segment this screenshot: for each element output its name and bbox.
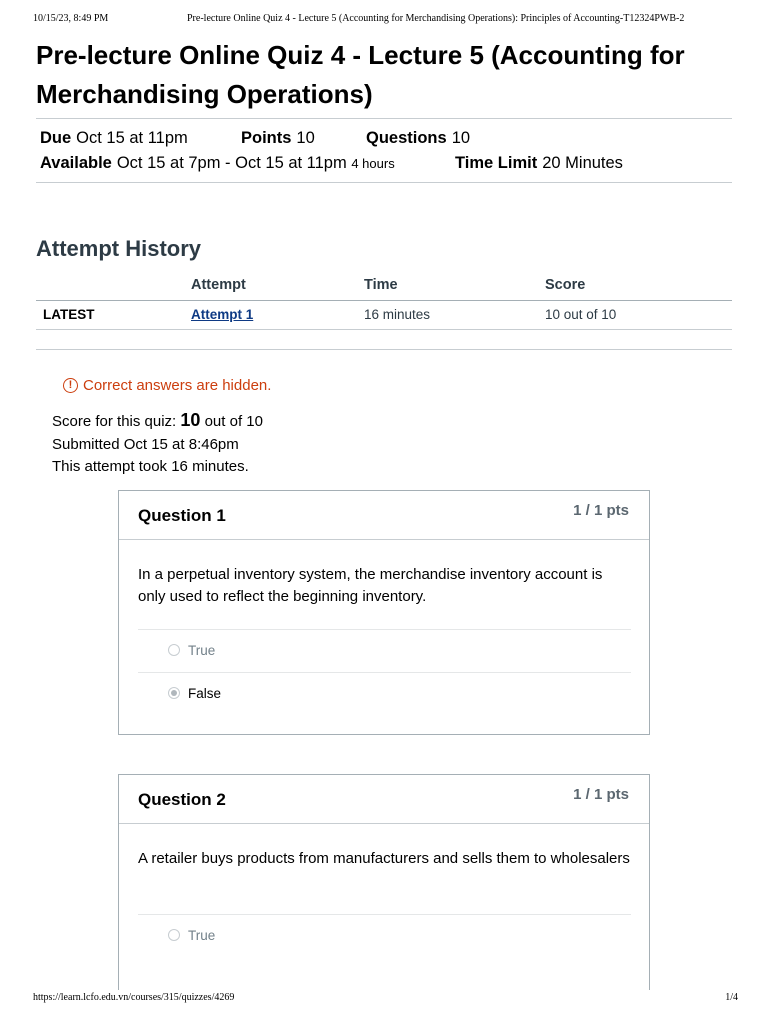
question-text: A retailer buys products from manufacturers and sells them to wholesalers bbox=[138, 850, 630, 867]
divider bbox=[36, 349, 732, 350]
answer-label: False bbox=[188, 686, 222, 701]
print-page-number: 1/4 bbox=[725, 992, 738, 1003]
radio-button-selected[interactable] bbox=[168, 687, 180, 699]
score-summary bbox=[52, 410, 263, 431]
due-value: Oct 15 at 11pm bbox=[76, 129, 188, 147]
question-card bbox=[118, 490, 650, 735]
available-info bbox=[40, 154, 395, 173]
print-url: https://learn.lcfo.edu.vn/courses/315/quizzes/4269 bbox=[33, 992, 235, 1003]
score-suffix: out of 10 bbox=[204, 413, 263, 430]
answer-option[interactable] bbox=[138, 672, 631, 715]
answer-option[interactable] bbox=[138, 914, 631, 957]
question-text: In a perpetual inventory system, the merchandise inventory account is only used to reflect the beginning inventory. bbox=[138, 566, 603, 605]
questions-value: 10 bbox=[451, 129, 471, 147]
points-label: Points bbox=[241, 129, 292, 147]
question-points: 1 / 1 pts bbox=[573, 786, 629, 803]
attempt-history-heading: Attempt History bbox=[36, 236, 202, 261]
table-row bbox=[36, 300, 732, 330]
available-value: Oct 15 at 7pm - Oct 15 at 11pm bbox=[116, 154, 347, 172]
time-limit-label: Time Limit bbox=[455, 154, 538, 172]
print-datetime: 10/15/23, 8:49 PM bbox=[33, 13, 109, 24]
column-header-attempt: Attempt bbox=[191, 277, 246, 293]
question-points: 1 / 1 pts bbox=[573, 502, 629, 519]
question-title: Question 2 bbox=[138, 790, 226, 809]
time-cell: 16 minutes bbox=[364, 307, 431, 322]
questions-info bbox=[366, 129, 470, 148]
time-limit-value: 20 Minutes bbox=[542, 154, 623, 172]
question-card bbox=[118, 774, 650, 990]
page-title: Pre-lecture Online Quiz 4 - Lecture 5 (Accounting for Merchandising Operations) bbox=[36, 40, 685, 109]
submitted-text: Submitted Oct 15 at 8:46pm bbox=[52, 436, 239, 453]
attempt-cell bbox=[191, 307, 253, 322]
question-header bbox=[119, 775, 649, 824]
divider bbox=[36, 182, 732, 183]
column-header-time: Time bbox=[364, 277, 398, 293]
answer-option[interactable] bbox=[138, 629, 631, 672]
print-doc-title: Pre-lecture Online Quiz 4 - Lecture 5 (Accounting for Merchandising Operations): Principles of Accounting-T12324PWB-2 bbox=[187, 13, 685, 24]
answer-label: True bbox=[188, 643, 216, 658]
divider bbox=[36, 118, 732, 119]
due-info bbox=[40, 129, 188, 148]
table-header bbox=[36, 271, 732, 300]
score-value: 10 bbox=[180, 410, 201, 430]
attempt-history-table bbox=[36, 271, 732, 330]
points-info bbox=[241, 129, 315, 148]
score-cell: 10 out of 10 bbox=[545, 307, 617, 322]
answers-hidden-notice bbox=[63, 377, 271, 394]
question-header bbox=[119, 491, 649, 540]
radio-button[interactable] bbox=[168, 929, 180, 941]
available-label: Available bbox=[40, 154, 112, 172]
points-value: 10 bbox=[296, 129, 315, 147]
due-label: Due bbox=[40, 129, 72, 147]
time-limit-info bbox=[455, 154, 623, 173]
attempt-duration-text: This attempt took 16 minutes. bbox=[52, 458, 249, 475]
radio-button[interactable] bbox=[168, 644, 180, 656]
questions-label: Questions bbox=[366, 129, 447, 147]
available-duration: 4 hours bbox=[351, 156, 395, 171]
print-footer bbox=[33, 992, 738, 1003]
score-prefix: Score for this quiz: bbox=[52, 413, 177, 430]
column-header-score: Score bbox=[545, 277, 586, 293]
warning-icon: ! bbox=[63, 378, 78, 393]
latest-label: LATEST bbox=[43, 307, 95, 322]
answer-label: True bbox=[188, 928, 216, 943]
attempt-1-link[interactable]: Attempt 1 bbox=[191, 307, 254, 322]
hidden-notice-text: Correct answers are hidden. bbox=[83, 377, 272, 394]
question-title: Question 1 bbox=[138, 506, 226, 525]
